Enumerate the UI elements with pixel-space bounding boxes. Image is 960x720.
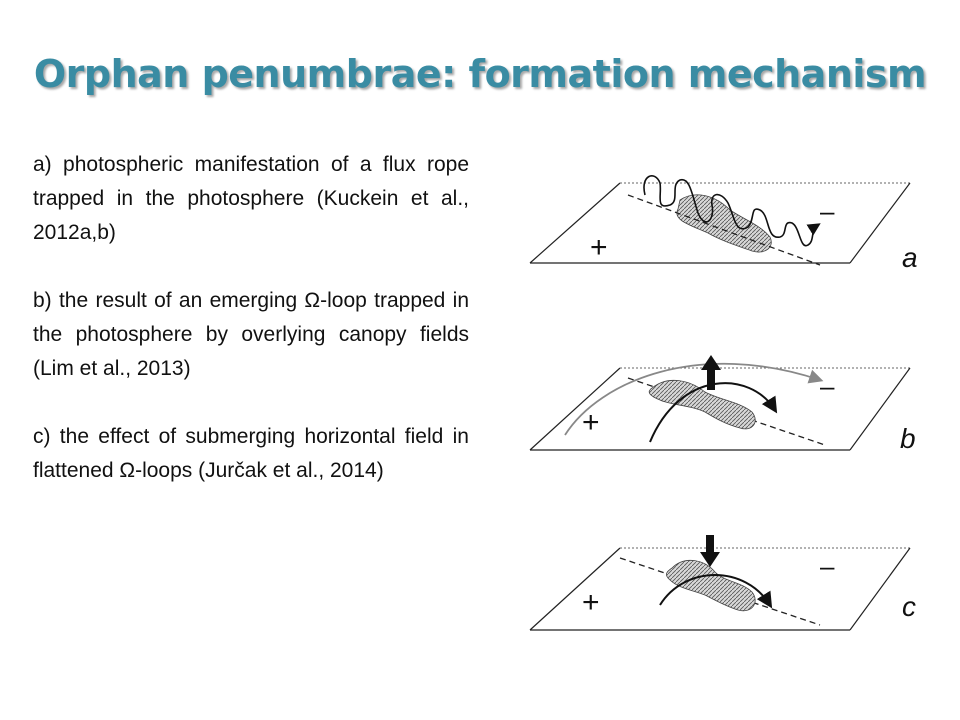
minus-sign-b: – <box>820 371 835 401</box>
panel-c <box>530 535 916 630</box>
panel-label-a: a <box>902 242 918 273</box>
panel-label-c: c <box>902 591 916 622</box>
paragraph-c: c) the effect of submerging horizontal field in flattened Ω-loops (Jurčak et al., 2014) <box>33 425 469 482</box>
paragraph-a: a) photospheric manifestation of a flux rope trapped in the photosphere (Kuckein et al., 2012a,b) <box>33 153 469 244</box>
minus-sign-a: – <box>820 196 835 226</box>
plane-right-edge <box>850 183 910 263</box>
panel-b <box>530 355 916 454</box>
upward-arrow-icon <box>701 355 721 390</box>
slide-title: Orphan penumbrae: formation mechanism <box>33 52 927 96</box>
plus-sign-b: + <box>582 406 600 439</box>
plus-sign-c: + <box>582 586 600 619</box>
plane-left-edge <box>530 548 620 630</box>
panel-a <box>530 176 918 273</box>
formation-diagram <box>520 165 940 645</box>
plane-left-edge <box>530 368 620 450</box>
minus-sign-c: – <box>820 551 835 581</box>
text-column <box>33 148 469 522</box>
panel-label-b: b <box>900 423 916 454</box>
plus-sign-a: + <box>590 231 608 264</box>
downward-arrow-icon <box>700 535 720 567</box>
plane-right-edge <box>850 548 910 630</box>
paragraph-b: b) the result of an emerging Ω-loop trapped in the photosphere by overlying canopy fields (Lim et al., 2013) <box>33 289 469 380</box>
penumbra-region <box>677 195 771 252</box>
